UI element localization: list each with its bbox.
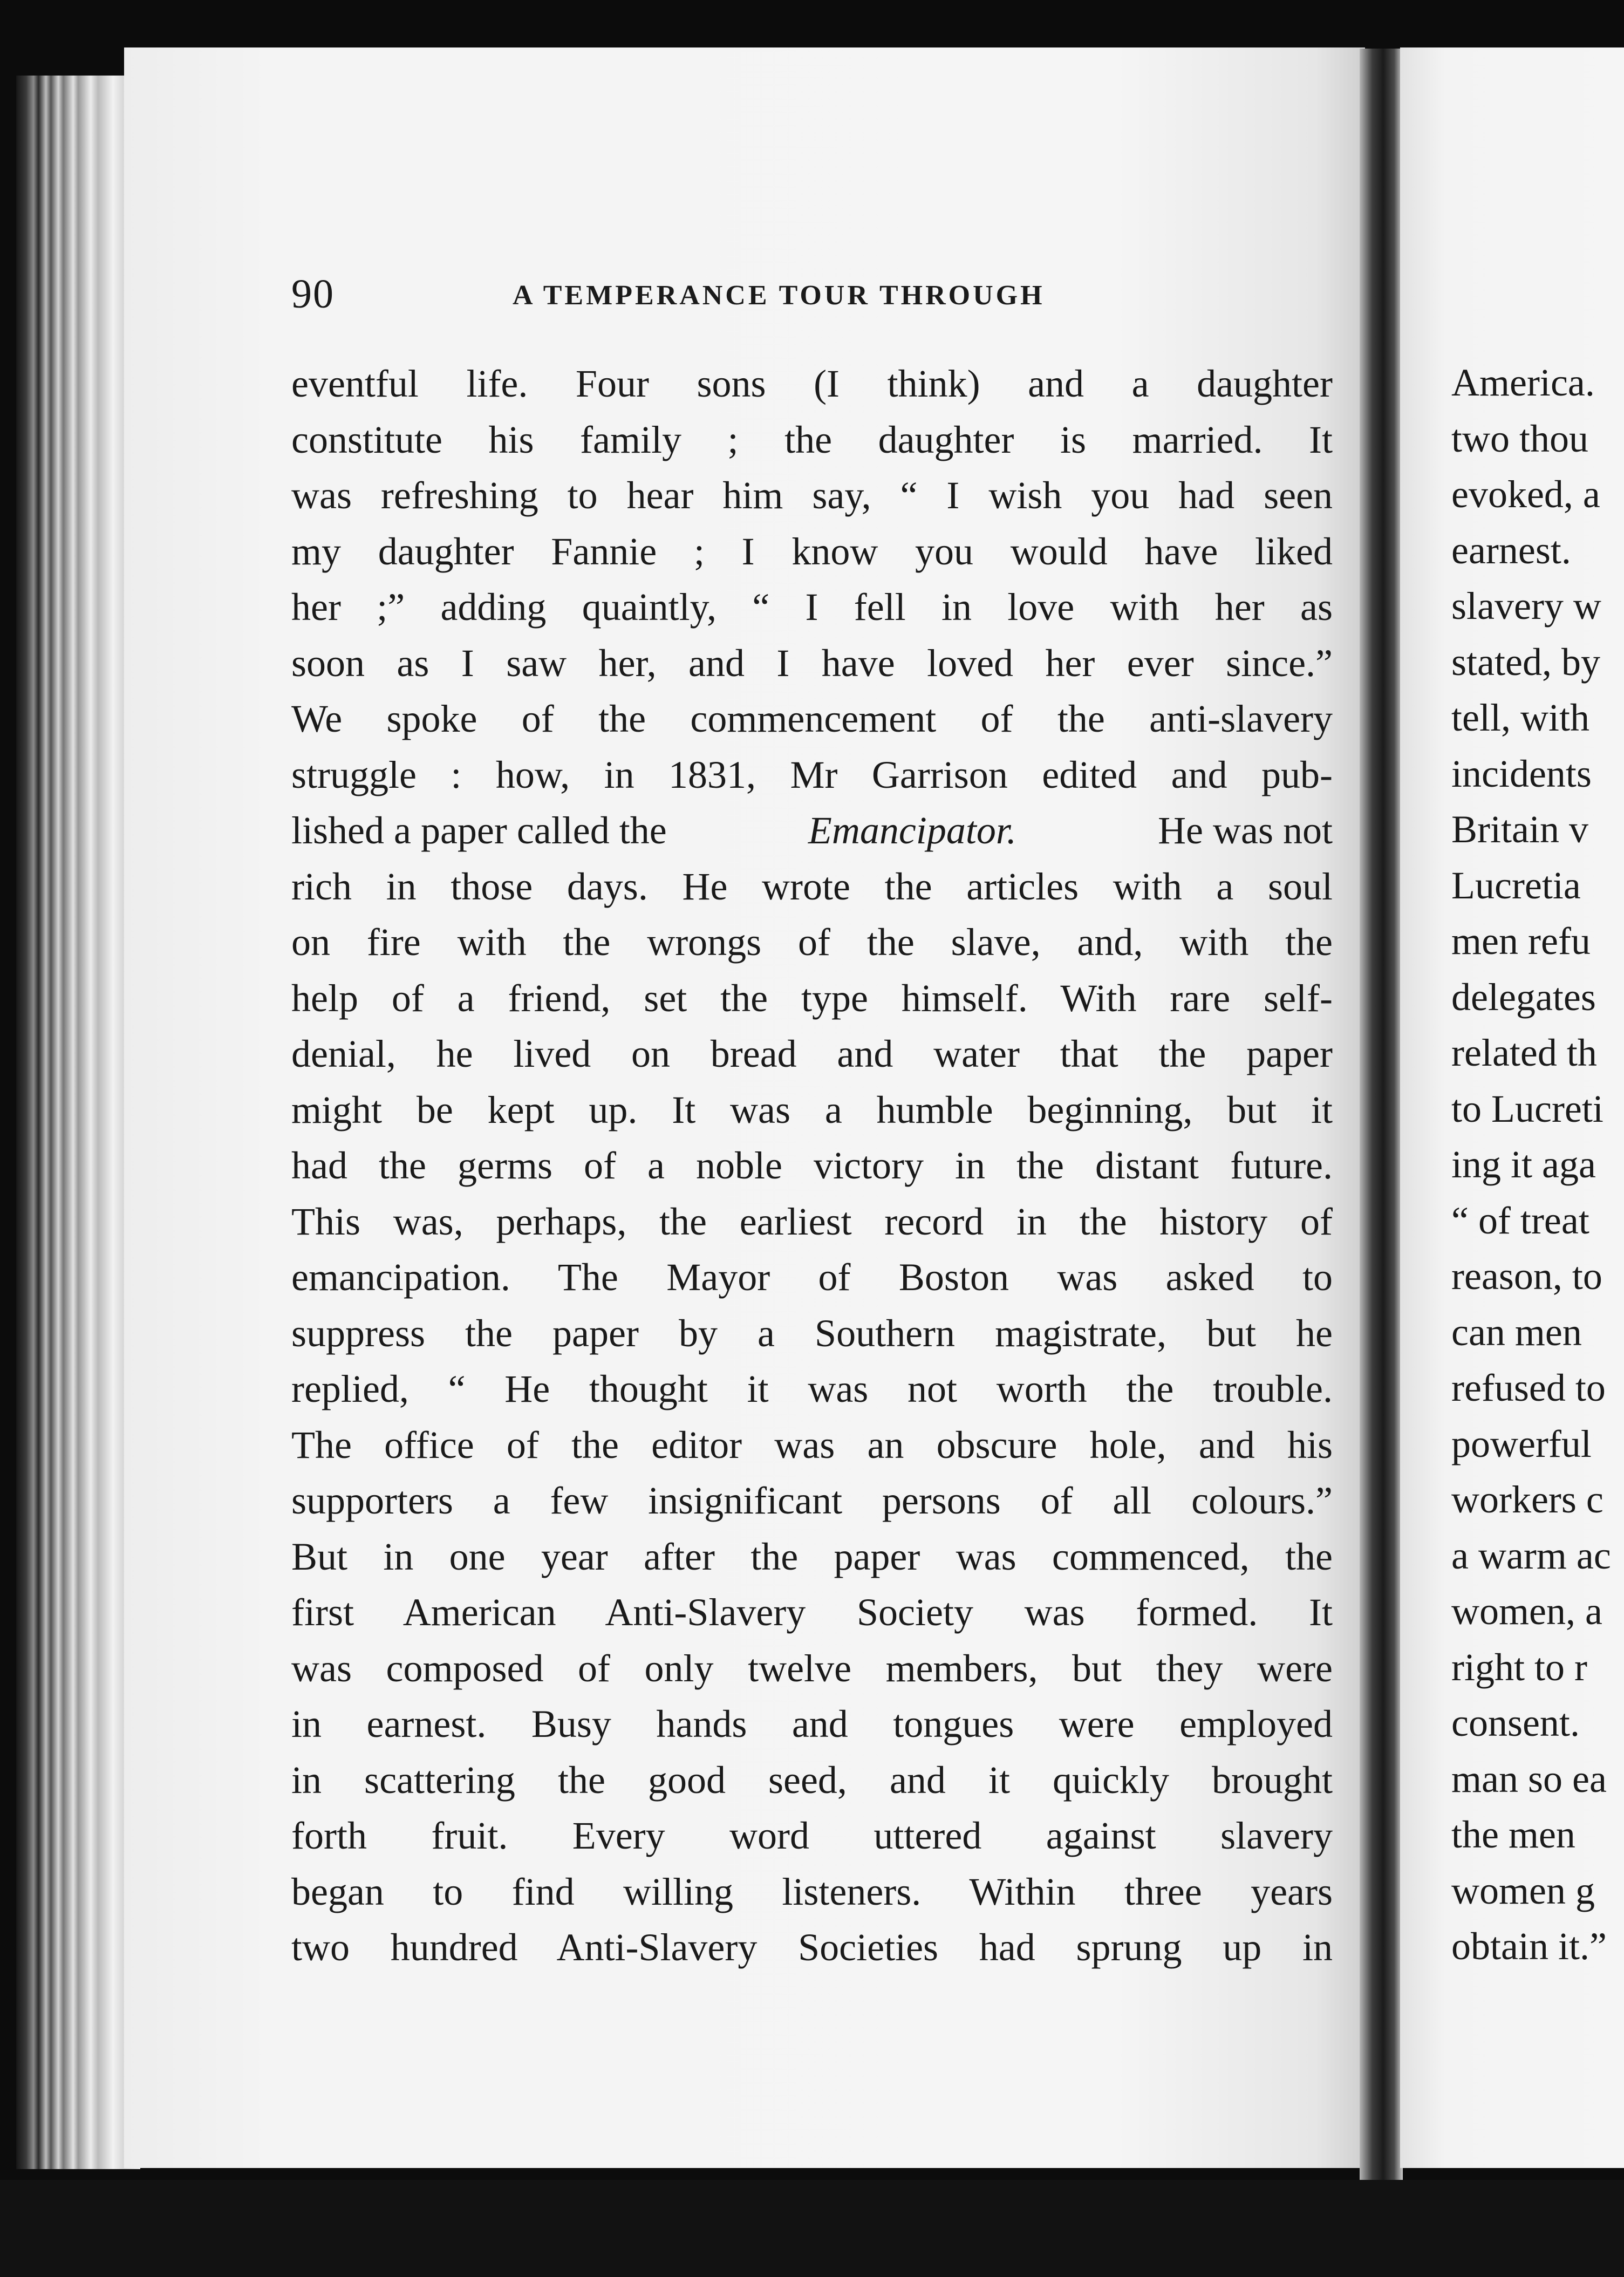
text-line: in scattering the good seed, and it quickly brought <box>291 1758 1333 1802</box>
text-line: help of a friend, set the type himself. With rare self- <box>291 976 1333 1020</box>
text-line: a warm ac <box>1451 1533 1611 1577</box>
text-line <box>291 803 1333 859</box>
text-line: began to find willing listeners. Within three years <box>291 1870 1333 1913</box>
text-line: might be kept up. It was a humble beginning, but it <box>291 1088 1333 1131</box>
text-line: This was, perhaps, the earliest record in the history of <box>291 1199 1333 1243</box>
text-line: had the germs of a noble victory in the distant future. <box>291 1144 1333 1187</box>
text-line: two hundred Anti-Slavery Societies had sprung up in <box>291 1926 1333 1969</box>
text-segment: He was not <box>1158 809 1333 852</box>
text-line: to Lucreti <box>1451 1087 1603 1130</box>
scan-bottom-border <box>0 2180 1624 2277</box>
text-line: was composed of only twelve members, but they were <box>291 1646 1333 1690</box>
text-line: consent. <box>1451 1701 1580 1744</box>
text-line: emancipation. The Mayor of Boston was asked to <box>291 1256 1333 1299</box>
text-line: The office of the editor was an obscure hole, and his <box>291 1423 1333 1467</box>
text-line: workers c <box>1451 1478 1603 1521</box>
text-line: first American Anti-Slavery Society was formed. It <box>291 1591 1333 1634</box>
text-line: earnest. <box>1451 528 1571 572</box>
italic-title: Emancipator. <box>808 809 1016 852</box>
text-line: struggle : how, in 1831, Mr Garrison edited and pub- <box>291 753 1333 796</box>
text-line: related th <box>1451 1031 1597 1074</box>
text-line: evoked, a <box>1451 473 1600 516</box>
text-line: Britain v <box>1451 808 1588 851</box>
page-edges <box>16 76 140 2169</box>
text-line: ing it aga <box>1451 1143 1596 1186</box>
running-head <box>291 270 1349 318</box>
text-line: We spoke of the commencement of the anti-slavery <box>291 697 1333 740</box>
text-line: eventful life. Four sons (I think) and a daughter <box>291 362 1333 405</box>
text-line: reason, to <box>1451 1255 1602 1298</box>
text-segment: lished a paper called the <box>291 809 667 852</box>
text-line: denial, he lived on bread and water that the paper <box>291 1032 1333 1075</box>
text-line: my daughter Fannie ; I know you would have liked <box>291 529 1333 573</box>
text-line: replied, “ He thought it was not worth the trouble. <box>291 1367 1333 1410</box>
page-number: 90 <box>291 271 335 317</box>
text-line: suppress the paper by a Southern magistrate, but he <box>291 1311 1333 1355</box>
text-line: slavery w <box>1451 584 1601 628</box>
text-line: tell, with <box>1451 696 1589 739</box>
text-line: soon as I saw her, and I have loved her ever since.” <box>291 641 1333 685</box>
text-line: incidents <box>1451 752 1592 795</box>
text-line: right to r <box>1451 1645 1587 1689</box>
text-line: forth fruit. Every word uttered against slavery <box>291 1814 1333 1857</box>
right-page-text <box>1451 355 1624 1975</box>
text-line: women, a <box>1451 1590 1602 1633</box>
running-title: A TEMPERANCE TOUR THROUGH <box>513 280 1045 311</box>
text-line: “ of treat <box>1451 1198 1589 1242</box>
text-line: men refu <box>1451 919 1591 963</box>
text-line: was refreshing to hear him say, “ I wish you had seen <box>291 474 1333 517</box>
text-line: stated, by <box>1451 640 1600 684</box>
text-line: America. <box>1451 361 1595 404</box>
right-page <box>1400 47 1624 2168</box>
text-line: rich in those days. He wrote the articles with a soul <box>291 864 1333 908</box>
text-line: Lucretia <box>1451 863 1581 907</box>
left-page-text <box>291 356 1333 1976</box>
text-line: women g <box>1451 1869 1595 1912</box>
text-line: her ;” adding quaintly, “ I fell in love with her as <box>291 585 1333 629</box>
text-line: refused to <box>1451 1366 1606 1409</box>
text-line: powerful <box>1451 1422 1592 1465</box>
text-line: supporters a few insignificant persons of all colours.” <box>291 1479 1333 1522</box>
text-line: constitute his family ; the daughter is married. It <box>291 418 1333 461</box>
text-line: on fire with the wrongs of the slave, and, with the <box>291 921 1333 964</box>
book-gutter <box>1360 49 1403 2180</box>
text-line: can men <box>1451 1310 1582 1354</box>
text-line: But in one year after the paper was commenced, the <box>291 1535 1333 1578</box>
text-line: delegates <box>1451 975 1596 1019</box>
text-line: man so ea <box>1451 1757 1607 1801</box>
text-line: in earnest. Busy hands and tongues were employed <box>291 1702 1333 1746</box>
text-line: the men <box>1451 1813 1575 1856</box>
text-line: two thou <box>1451 417 1589 460</box>
text-line: obtain it.” <box>1451 1925 1607 1968</box>
